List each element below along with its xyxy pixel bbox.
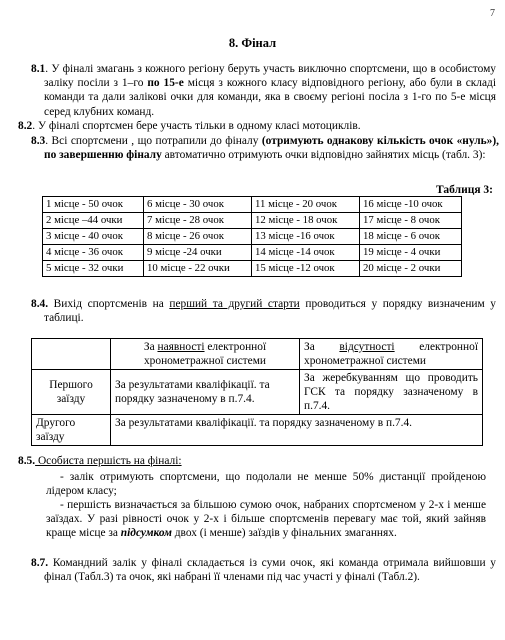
- paragraph-8-2: 8.2. У фіналі спортсмен бере участь тільки в одному класі мотоциклів.: [18, 120, 361, 132]
- points-cell: 11 місце - 20 очок: [252, 197, 360, 213]
- start-table-row-second: [32, 415, 483, 446]
- points-cell: 4 місце - 36 очок: [43, 245, 144, 261]
- start-order-table: [31, 338, 483, 446]
- points-cell: 6 місце - 30 очок: [144, 197, 252, 213]
- paragraph-8-7: 8.7. Командний залік у фіналі складається із суми очок, які команда отримала вийшовши у фінал (Табл.3) та очок, які набрані її членами під час участі у фіналі (Табл.2).: [31, 557, 496, 584]
- points-row: [43, 197, 462, 213]
- paragraph-8-3: 8.3. Всі спортсмени , що потрапили до фіналу (отримують однакову кількість очок «нуль»), по завершенню фіналу автоматично отримують очки відповідно зайнятих місць (табл. 3):: [31, 135, 499, 162]
- start-table-row-first: [32, 370, 483, 415]
- section-title: 8. Фінал: [228, 36, 277, 50]
- points-cell: 19 місце - 4 очки: [360, 245, 462, 261]
- points-cell: 2 місце –44 очки: [43, 213, 144, 229]
- paragraph-8-1: 8.1. У фіналі змагань з кожного регіону беруть участь виключно спортсмени, що в особистому заліку посіли з 1–го по 15-е місця з кожного класу відповідного регіону, або були в складі команди та дали залікові очки для команди, яка в своєму регіоні посіла з 1-го по 5-е місця серед клубних команд.: [31, 63, 496, 118]
- points-cell: 5 місце - 32 очки: [43, 261, 144, 277]
- paragraph-8-5-heading: 8.5. Особиста першість на фіналі:: [18, 455, 182, 467]
- points-cell: 8 місце - 26 очок: [144, 229, 252, 245]
- points-cell: 10 місце - 22 очки: [144, 261, 252, 277]
- points-row: [43, 245, 462, 261]
- points-table: [42, 196, 462, 277]
- points-cell: 9 місце -24 очки: [144, 245, 252, 261]
- first-race-with-timing: За результатами кваліфікації. та порядку зазначеному в п.7.4.: [111, 370, 300, 415]
- row-label-second-race: Другого заїзду: [32, 415, 111, 446]
- points-cell: 17 місце - 8 очок: [360, 213, 462, 229]
- points-row: [43, 213, 462, 229]
- first-race-without-timing: За жеребкуванням що проводить ГСК та порядку зазначеному в п.7.4.: [300, 370, 483, 415]
- rule-item-2: - першість визначається за більшою сумою очок, набраних спортсменом у 2-х і менше заїздах. У разі рівності очок у 2-х і більше спортсменів перевагу має той, який зайняв краще місце за підсумком двох (і менше) заїздів у фінальних змаганнях.: [46, 499, 486, 540]
- start-table-header-row: [32, 339, 483, 370]
- points-row: [43, 229, 462, 245]
- paragraph-8-4: 8.4. Вихід спортсменів на перший та другий старти проводиться у порядку визначеним у таблиці.: [31, 298, 496, 325]
- points-cell: 7 місце - 28 очок: [144, 213, 252, 229]
- header-with-timing: За наявності електронної хронометражної системи: [111, 339, 300, 370]
- header-without-timing: За відсутності електронної хронометражної системи: [300, 339, 483, 370]
- points-cell: 18 місце - 6 очок: [360, 229, 462, 245]
- points-cell: 15 місце -12 очок: [252, 261, 360, 277]
- points-cell: 13 місце -16 очок: [252, 229, 360, 245]
- points-cell: 14 місце -14 очок: [252, 245, 360, 261]
- points-cell: 1 місце - 50 очок: [43, 197, 144, 213]
- table-3-caption: Таблиця 3:: [436, 184, 493, 196]
- second-race-order: За результатами кваліфікації. та порядку зазначеному в п.7.4.: [111, 415, 483, 446]
- start-table-corner-cell: [32, 339, 111, 370]
- points-cell: 3 місце - 40 очок: [43, 229, 144, 245]
- points-cell: 16 місце -10 очок: [360, 197, 462, 213]
- points-cell: 12 місце - 18 очок: [252, 213, 360, 229]
- row-label-first-race: Першого заїзду: [32, 370, 111, 415]
- page-number: 7: [490, 8, 495, 19]
- points-cell: 20 місце - 2 очки: [360, 261, 462, 277]
- rule-item-1: - залік отримують спортсмени, що подолали не менше 50% дистанції пройденою лідером класу;: [46, 471, 486, 498]
- points-row: [43, 261, 462, 277]
